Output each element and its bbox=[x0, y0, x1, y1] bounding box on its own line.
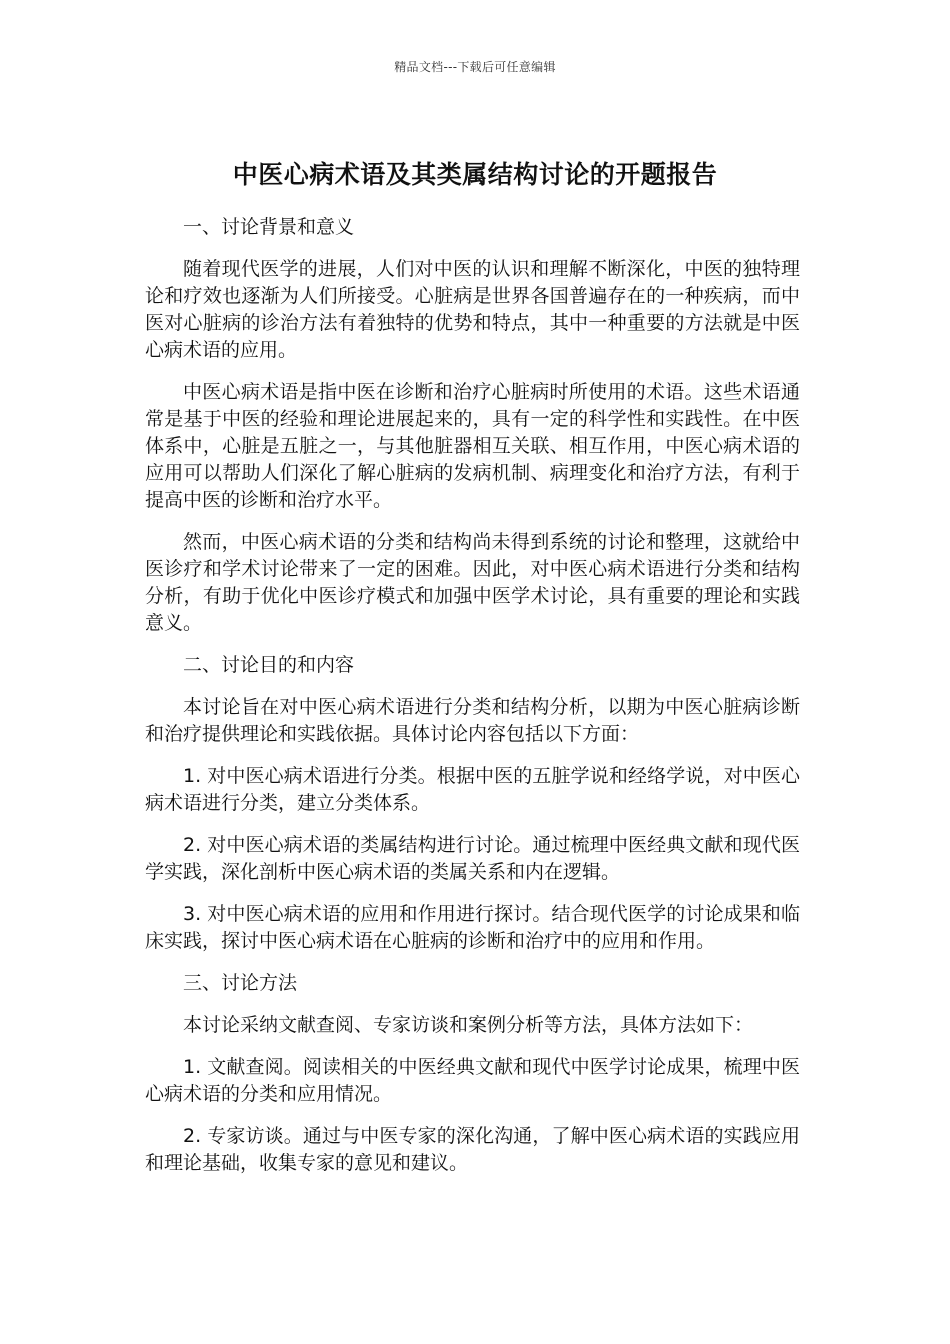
list-item: 2. 对中医心病术语的类属结构进行讨论。通过梳理中医经典文献和现代医学实践，深化剖析中医心病术语的类属关系和内在逻辑。 bbox=[145, 834, 800, 883]
list-item: 3. 对中医心病术语的应用和作用进行探讨。结合现代医学的讨论成果和临床实践，探讨中医心病术语在心脏病的诊断和治疗中的应用和作用。 bbox=[145, 903, 800, 952]
list-item: 2. 专家访谈。通过与中医专家的深化沟通，了解中医心病术语的实践应用和理论基础，收集专家的意见和建议。 bbox=[145, 1125, 800, 1174]
header-note: 精品文档---下载后可任意编辑 bbox=[394, 60, 556, 74]
body-paragraph: 本讨论旨在对中医心病术语进行分类和结构分析，以期为中医心脏病诊断和治疗提供理论和实践依据。具体讨论内容包括以下方面： bbox=[145, 696, 800, 745]
document-body bbox=[145, 214, 800, 1177]
body-paragraph: 随着现代医学的进展，人们对中医的认识和理解不断深化，中医的独特理论和疗效也逐渐为人们所接受。心脏病是世界各国普遍存在的一种疾病，而中医对心脏病的诊治方法有着独特的优势和特点，其中一种重要的方法就是中医心病术语的应用。 bbox=[145, 258, 800, 361]
body-paragraph: 然而，中医心病术语的分类和结构尚未得到系统的讨论和整理，这就给中医诊疗和学术讨论带来了一定的困难。因此，对中医心病术语进行分类和结构分析，有助于优化中医诊疗模式和加强中医学术讨论，具有重要的理论和实践意义。 bbox=[145, 531, 800, 634]
list-item: 1. 对中医心病术语进行分类。根据中医的五脏学说和经络学说，对中医心病术语进行分类，建立分类体系。 bbox=[145, 765, 800, 814]
section-heading: 三、讨论方法 bbox=[183, 972, 298, 994]
list-item: 1. 文献查阅。阅读相关的中医经典文献和现代中医学讨论成果，梳理中医心病术语的分类和应用情况。 bbox=[145, 1056, 800, 1105]
body-paragraph: 本讨论采纳文献查阅、专家访谈和案例分析等方法，具体方法如下： bbox=[183, 1014, 754, 1036]
document-title: 中医心病术语及其类属结构讨论的开题报告 bbox=[232, 159, 718, 189]
body-paragraph: 中医心病术语是指中医在诊断和治疗心脏病时所使用的术语。这些术语通常是基于中医的经验和理论进展起来的，具有一定的科学性和实践性。在中医体系中，心脏是五脏之一，与其他脏器相互关联、相互作用，中医心病术语的应用可以帮助人们深化了解心脏病的发病机制、病理变化和治疗方法，有利于提高中医的诊断和治疗水平。 bbox=[145, 381, 800, 511]
section-heading: 二、讨论目的和内容 bbox=[183, 654, 355, 676]
section-heading: 一、讨论背景和意义 bbox=[183, 216, 355, 238]
